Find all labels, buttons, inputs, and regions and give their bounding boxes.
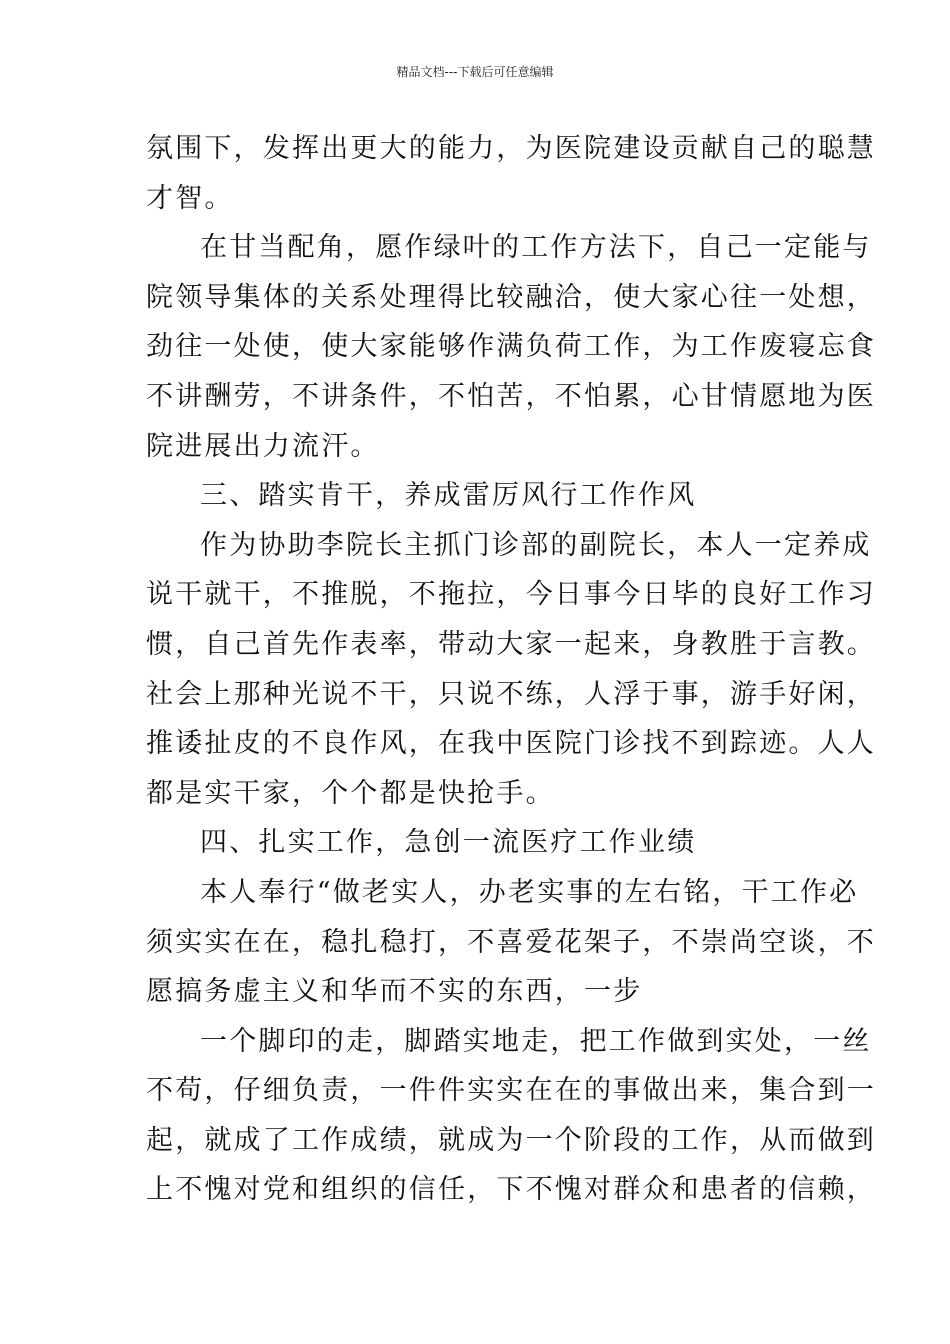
text-line: 起，就成了工作成绩，就成为一个阶段的工作，从而做到 [146, 1124, 876, 1156]
text-line: 推诿扯皮的不良作风，在我中医院门诊找不到踪迹。人人 [146, 728, 876, 760]
text-line: 一个脚印的走，脚踏实地走，把工作做到实处，一丝 [200, 1025, 872, 1057]
page-header: 精品文档---下载后可任意编辑 [396, 65, 554, 79]
paragraph-3 [146, 521, 876, 819]
paragraph-1 [146, 124, 876, 223]
text-line: 作为协助李院长主抓门诊部的副院长，本人一定养成 [200, 529, 872, 561]
text-line: 劲往一处使，使大家能够作满负荷工作，为工作废寝忘食 [146, 331, 876, 363]
text-line: 愿搞务虚主义和华而不实的东西，一步 [146, 976, 643, 1008]
document-body [146, 124, 876, 1215]
section-heading-3 [146, 471, 808, 521]
text-line: 在甘当配角，愿作绿叶的工作方法下，自己一定能与 [200, 232, 872, 264]
text-line: 不苟，仔细负责，一件件实实在在的事做出来，集合到一 [146, 1075, 876, 1107]
heading-line: 四、扎实工作，急创一流医疗工作业绩 [200, 827, 697, 859]
text-line: 社会上那种光说不干，只说不练，人浮于事，游手好闲， [146, 678, 876, 710]
text-line: 本人奉行“做老实人，办老实事的左右铭，干工作必 [200, 876, 859, 908]
paragraph-2 [146, 223, 876, 471]
text-line: 说干就干，不推脱，不拖拉，今日事今日毕的良好工作习 [146, 579, 876, 611]
text-line: 院进展出力流汗。 [146, 430, 380, 462]
text-line: 氛围下，发挥出更大的能力，为医院建设贡献自己的聪慧 [146, 133, 876, 164]
paragraph-5 [146, 1017, 876, 1215]
text-line: 才智。 [146, 182, 234, 214]
text-line: 不讲酬劳，不讲条件，不怕苦，不怕累，心甘情愿地为医 [146, 380, 876, 412]
text-line: 惯，自己首先作表率，带动大家一起来，身教胜于言教。 [146, 628, 876, 660]
text-line: 须实实在在，稳扎稳打，不喜爱花架子，不崇尚空谈，不 [146, 926, 876, 958]
text-line: 院领导集体的关系处理得比较融洽，使大家心往一处想， [146, 281, 876, 313]
heading-line: 三、踏实肯干，养成雷厉风行工作作风 [200, 480, 697, 512]
text-line: 都是实干家，个个都是快抢手。 [146, 777, 555, 809]
section-heading-4 [146, 818, 808, 868]
text-line: 上不愧对党和组织的信任，下不愧对群众和患者的信赖， [146, 1174, 876, 1206]
paragraph-4 [146, 868, 876, 1017]
